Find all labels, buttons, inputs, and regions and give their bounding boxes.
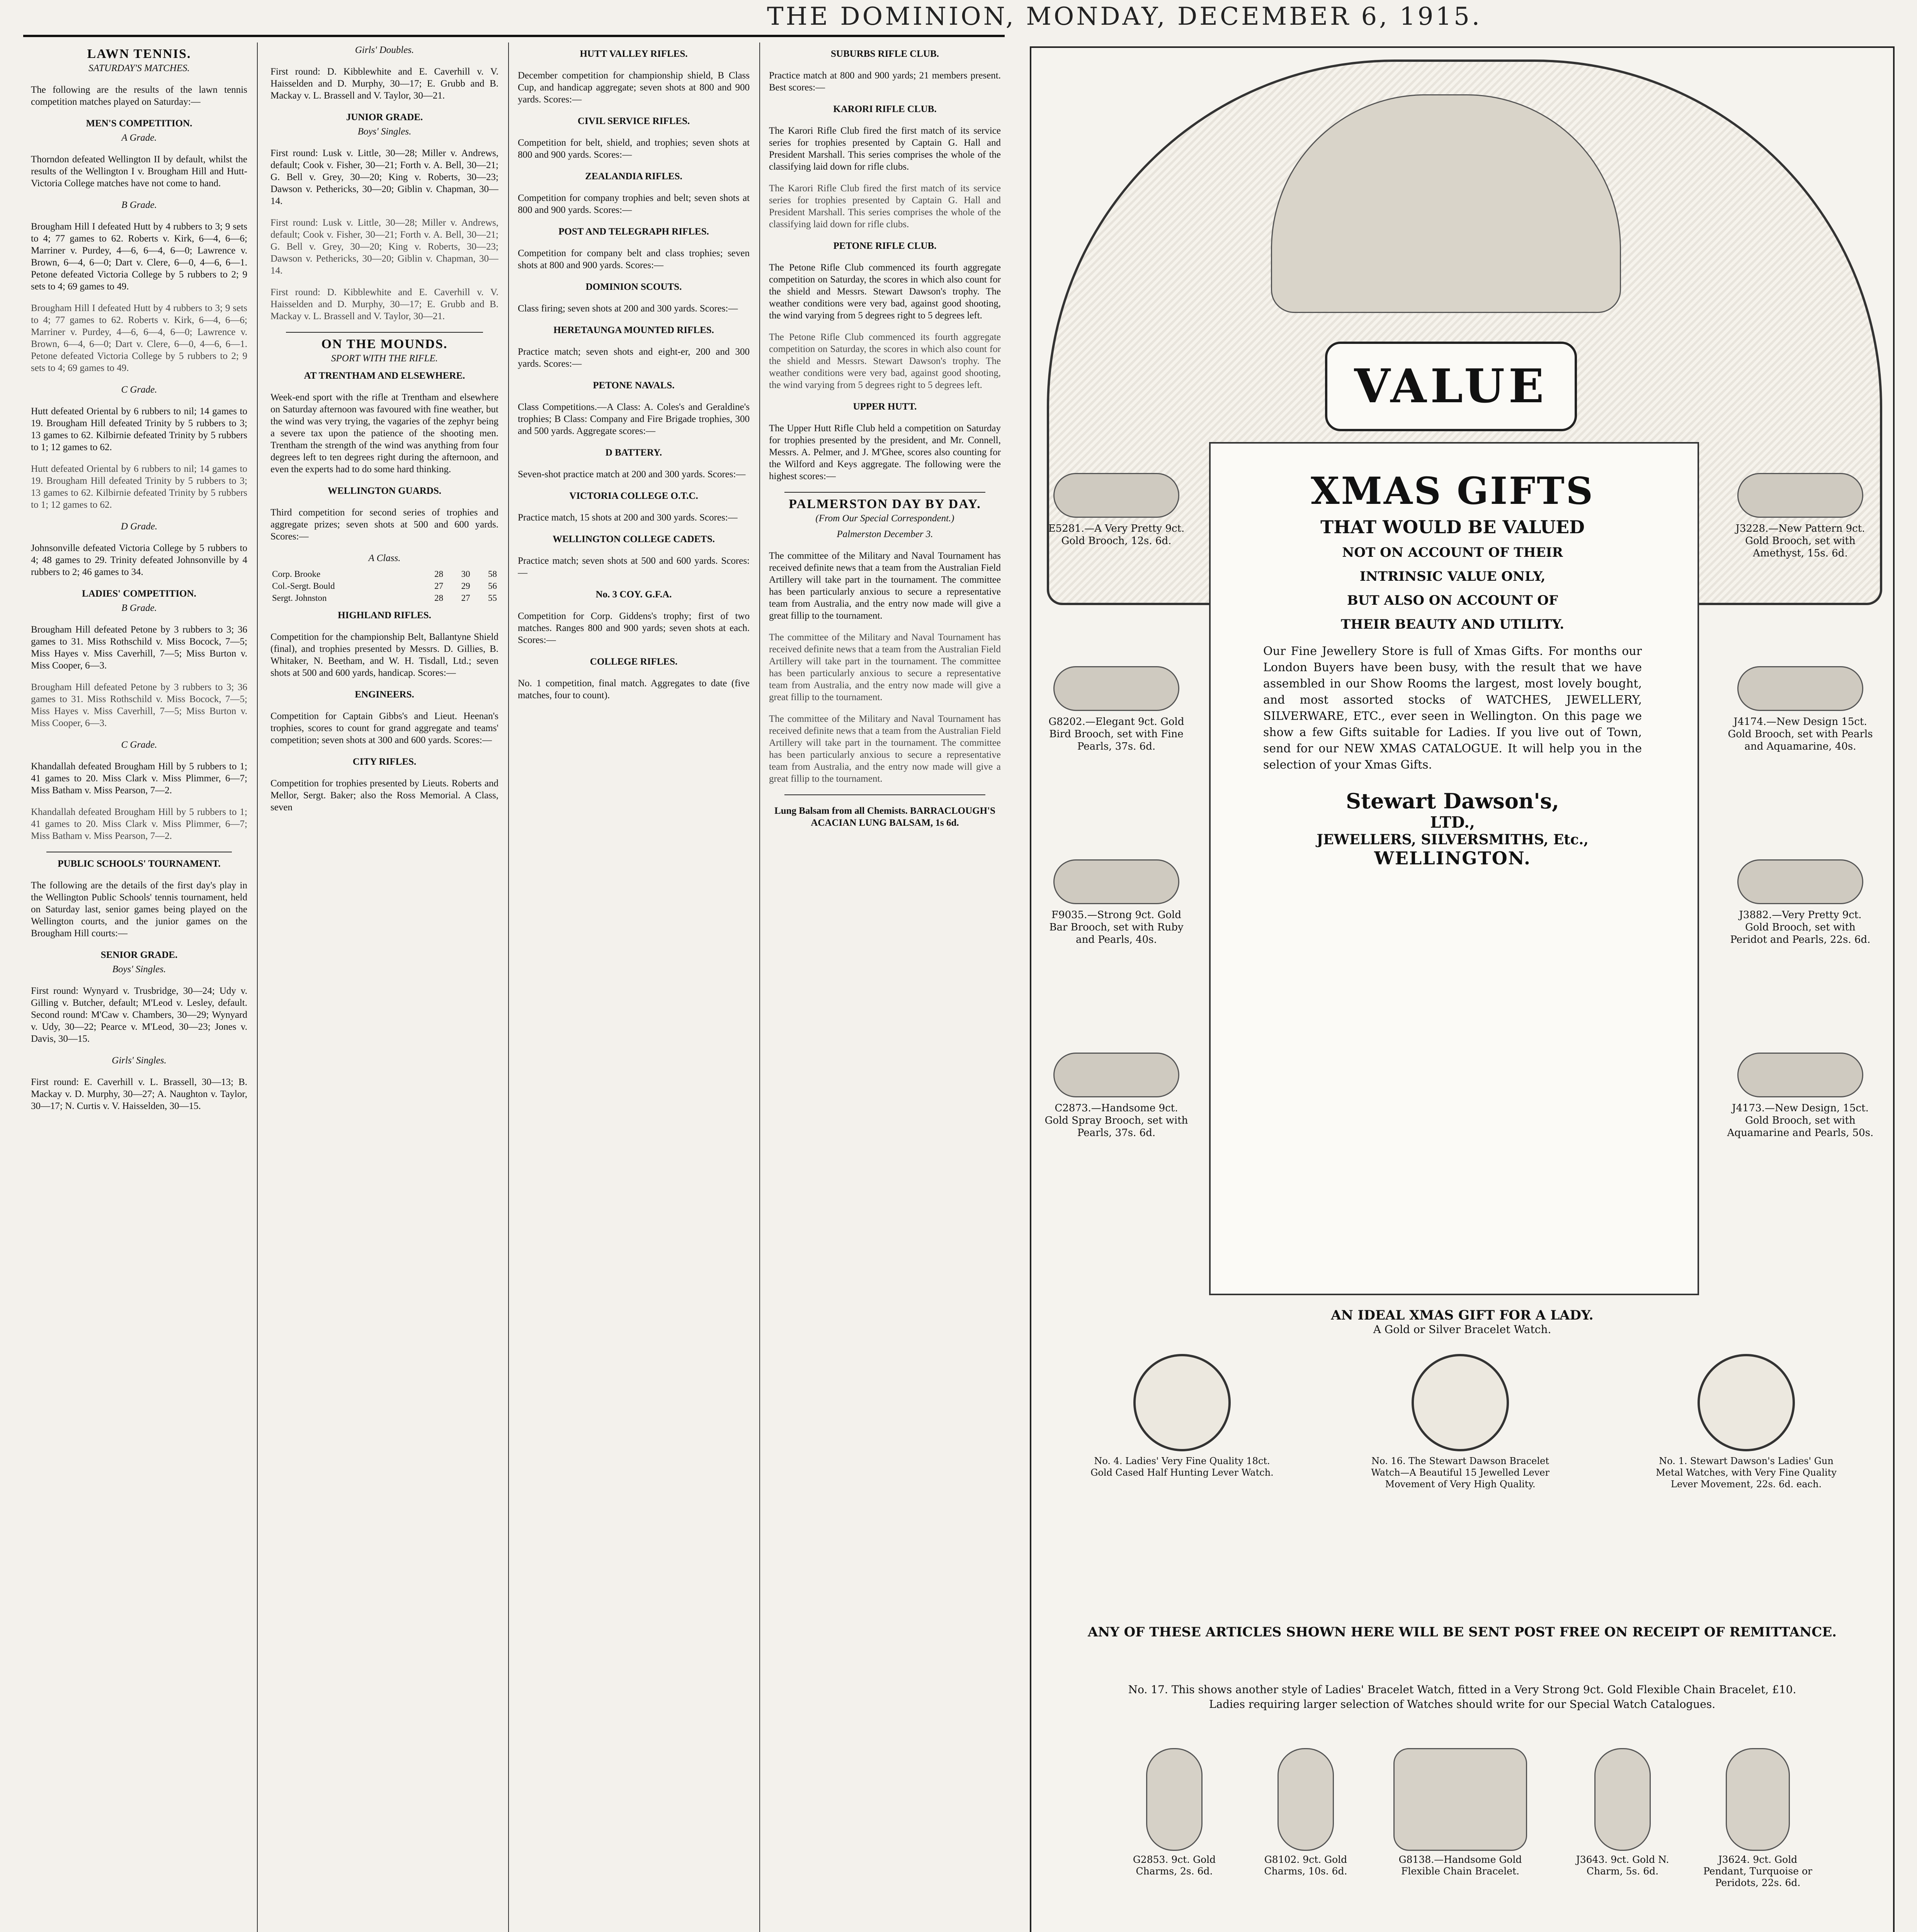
firm-town: WELLINGTON. xyxy=(1374,848,1531,869)
item-caption: J3624. 9ct. Gold Pendant, Turquoise or Peridots, 22s. 6d. xyxy=(1703,1854,1812,1888)
item-caption: G2853. 9ct. Gold Charms, 2s. 6d. xyxy=(1133,1854,1216,1877)
pendant-illustration xyxy=(1726,1748,1790,1851)
brooch-caption: J4173.—New Design, 15ct. Gold Brooch, set with Aquamarine and Pearls, 50s. xyxy=(1727,1102,1874,1139)
ad-body-text: Our Fine Jewellery Store is full of Xmas Gifts. For months our London Buyers have been busy, with the result that we have assembled in our Show Rooms the largest, most lovely bought, and most assorted stocks of WATCHES, JEWELLERY, SILVERWARE, ETC., ever seen in Wellington. On this page we show a few Gifts suitable for Ladies. If you live out of Town, send for our NEW XMAS CATALOGUE. It will help you in the selection of your Xmas Gifts. xyxy=(1263,645,1642,772)
catalogue-note: Ladies requiring larger selection of Watches should write for our Special Watch Catalogues. xyxy=(1209,1698,1716,1711)
scouts-text: Class firing; seven shots at 200 and 300 yards. Scores:— xyxy=(518,303,738,314)
saturday-matches-subheading: SATURDAY'S MATCHES. xyxy=(88,63,190,73)
table-row xyxy=(270,580,498,592)
zealandia-text: Competition for company trophies and belt; seven shots at 800 and 900 yards. Scores:— xyxy=(518,193,750,215)
brooch-illustration xyxy=(1737,859,1863,904)
ladies-b-grade-text: Brougham Hill defeated Petone by 3 rubbers to 3; 36 games to 31. Miss Rothschild v. Miss Bocock, 7—5; Miss Hayes v. Miss Caverhill, 7—5; Miss Burton v. Miss Cooper, 6—3. xyxy=(31,624,247,671)
palmerston-text-cont-2: The committee of the Military and Naval Tournament has received definite news that a team from the Australian Field Artillery will take part in the tournament. The committee has been particularly anxious to secure a representative team from Australia, and the entry now made will give a great fillip to the tournament. xyxy=(769,714,1001,784)
post-free-notice: ANY OF THESE ARTICLES SHOWN HERE WILL BE SENT POST FREE ON RECEIPT OF REMITTANCE. xyxy=(1088,1624,1837,1640)
value-shield: VALUE xyxy=(1325,342,1577,431)
suburbs-text: Practice match at 800 and 900 yards; 21 members present. Best scores:— xyxy=(769,70,1001,93)
schools-text: The following are the details of the first day's play in the Wellington Public Schools' tennis tournament, held on Saturday last, senior games being played on the Wellington courts, and the junior games on the Brougham Hill courts:— xyxy=(31,880,247,939)
watch-caption: No. 4. Ladies' Very Fine Quality 18ct. Gold Cased Half Hunting Lever Watch. xyxy=(1090,1456,1274,1478)
junior-boys-heading: Boys' Singles. xyxy=(357,126,412,137)
junior-text: First round: Lusk v. Little, 30—28; Miller v. Andrews, default; Cook v. Fisher, 30—21; Forth v. A. Bell, 30—21; G. Bell v. Grey, 30—20; King v. Roberts, 30—23; Dawson v. Pethericks, 30—20; Giblin v. Chapman, 30—14. xyxy=(270,148,498,206)
brooch-illustration xyxy=(1053,1053,1179,1097)
palmerston-text: The committee of the Military and Naval Tournament has received definite news that a team from the Australian Field Artillery will take part in the tournament. The committee has been particularly anxious to secure a representative team from Australia, and the entry now made will give a great fillip to the tournament. xyxy=(769,551,1001,621)
lung-balsam-ad: Lung Balsam from all Chemists. BARRACLOUGH'S ACACIAN LUNG BALSAM, 1s 6d. xyxy=(774,806,995,828)
mounds-heading: ON THE MOUNDS. xyxy=(321,337,448,351)
column-rule xyxy=(759,43,760,1932)
junior-text-cont-2: First round: D. Kibblewhite and E. Caverhill v. V. Haisselden and D. Murphy, 30—17; E. Grubb and B. Mackay v. L. Brassell and V. Taylor, 30—21. xyxy=(270,287,498,321)
table-cell: 28 xyxy=(434,593,444,603)
palmerston-dateline: Palmerston December 3. xyxy=(837,529,933,539)
highland-text: Competition for the championship Belt, Ballantyne Shield (final), and trophies presented by Messrs. D. Gillies, B. Whitaker, N. Beetham, and W. H. Tisdall, Ltd.; seven shots at 500 and 600 yards, handicap. Scores:— xyxy=(270,632,498,678)
upper-hutt-text: The Upper Hutt Rifle Club held a competition on Saturday for trophies presented by the president, and Mr. Connell, Messrs. A. Pelmer, and J. M'Ghee, scores also counting for the Wilford and Keys aggregate. The following were the highest scores:— xyxy=(769,423,1001,481)
brooch-illustration xyxy=(1737,1053,1863,1097)
engineers-heading: ENGINEERS. xyxy=(355,689,414,700)
watch-item xyxy=(1360,1354,1561,1490)
brooch-item xyxy=(1043,859,1190,946)
top-rule xyxy=(23,35,1005,37)
jewellery-item xyxy=(1696,1748,1820,1889)
girls-doubles-heading: Girls' Doubles. xyxy=(355,45,414,55)
brooch-caption: E5281.—A Very Pretty 9ct. Gold Brooch, 12s. 6d. xyxy=(1048,523,1185,547)
guards-scores-table xyxy=(270,568,498,604)
petone-text-cont: The Petone Rifle Club commenced its fourth aggregate competition on Saturday, the scores in which also count for the shield and Messrs. Stewart Dawson's trophy. The weather conditions were very bad, against good shooting, the wind varying from 5 degrees right to 5 degrees left. xyxy=(769,332,1001,390)
brooch-caption: J4174.—New Design 15ct. Gold Brooch, set with Pearls and Aquamarine, 40s. xyxy=(1728,716,1873,752)
gfa-heading: No. 3 COY. G.F.A. xyxy=(595,589,672,600)
jewellery-item xyxy=(1116,1748,1232,1877)
jewellery-item xyxy=(1379,1748,1541,1877)
victoria-text: Practice match, 15 shots at 200 and 300 yards. Scores:— xyxy=(518,512,738,523)
battery-text: Seven-shot practice match at 200 and 300 yards. Scores:— xyxy=(518,469,746,480)
bracelet-watch-text: No. 17. This shows another style of Ladies' Bracelet Watch, fitted in a Very Strong 9ct. Gold Flexible Chain Bracelet, £10. xyxy=(1128,1683,1796,1696)
brooch-item xyxy=(1043,666,1190,753)
palmerston-heading: PALMERSTON DAY BY DAY. xyxy=(789,497,981,511)
boys-singles-text: First round: Wynyard v. Trusbridge, 30—24; Udy v. Gilling v. Butcher, default; M'Leod v. Lesley, default. Second round: M'Caw v. Chambers, 30—29; Wynyard v. Udy, 30—22; Pearce v. M'Leod, 30—23; Jones v. Davis, 30—15. xyxy=(31,986,247,1044)
girls-doubles-text: First round: D. Kibblewhite and E. Caverhill v. V. Haisselden and D. Murphy, 30—17; E. Grubb and B. Mackay v. L. Brassell and V. Taylor, 30—21. xyxy=(270,66,498,101)
brooch-illustration xyxy=(1737,666,1863,711)
xmas-gifts-title: XMAS GIFTS xyxy=(1311,469,1594,513)
civil-heading: CIVIL SERVICE RIFLES. xyxy=(577,116,690,126)
ladies-c-grade-heading: C Grade. xyxy=(121,740,157,750)
brooch-item xyxy=(1727,859,1874,946)
bracelet-watch-paragraph xyxy=(1055,1682,1870,1712)
table-cell: 58 xyxy=(488,569,497,579)
navals-text: Class Competitions.—A Class: A. Coles's and Geraldine's trophies; B Class: Company and Fire Brigade trophies, 300 and 500 yards. Aggregate scores:— xyxy=(518,402,750,436)
brooch-item xyxy=(1727,473,1874,560)
xmas-gifts-subtitle: THAT WOULD BE VALUED xyxy=(1320,517,1585,537)
brooch-illustration xyxy=(1053,859,1179,904)
karori-heading: KARORI RIFLE CLUB. xyxy=(833,104,937,114)
tagline-3: BUT ALSO ON ACCOUNT OF xyxy=(1347,593,1558,608)
girls-singles-heading: Girls' Singles. xyxy=(112,1055,167,1066)
table-cell: 28 xyxy=(434,569,444,579)
palmerston-text-cont: The committee of the Military and Naval Tournament has received definite news that a team from the Australian Field Artillery will take part in the tournament. The committee has been particularly anxious to secure a representative team from Australia, and the entry now made will give a great fillip to the tournament. xyxy=(769,632,1001,702)
column-1 xyxy=(31,43,247,1932)
tagline-2: INTRINSIC VALUE ONLY, xyxy=(1359,569,1546,584)
divider xyxy=(784,492,985,493)
ladies-c-grade-text: Khandallah defeated Brougham Hill by 5 rubbers to 1; 41 games to 20. Miss Clark v. Miss Plimmer, 6—7; Miss Batham v. Miss Pearson, 7—2. xyxy=(31,761,247,796)
table-row xyxy=(270,568,498,580)
city-heading: CITY RIFLES. xyxy=(352,757,417,767)
watch-caption: No. 1. Stewart Dawson's Ladies' Gun Metal Watches, with Very Fine Quality Lever Movement, 22s. 6d. each. xyxy=(1656,1456,1837,1490)
charm-illustration xyxy=(1277,1748,1334,1851)
ladies-b-grade-text-cont: Brougham Hill defeated Petone by 3 rubbers to 3; 36 games to 31. Miss Rothschild v. Miss Bocock, 7—5; Miss Hayes v. Miss Caverhill, 7—5; Miss Burton v. Miss Cooper, 6—3. xyxy=(31,682,247,728)
brooch-caption: F9035.—Strong 9ct. Gold Bar Brooch, set with Ruby and Pearls, 40s. xyxy=(1049,909,1184,946)
b-grade-heading: B Grade. xyxy=(121,200,157,210)
trentham-heading: AT TRENTHAM AND ELSEWHERE. xyxy=(304,371,465,381)
brooch-illustration xyxy=(1053,473,1179,518)
firm-trade: JEWELLERS, SILVERSMITHS, Etc., xyxy=(1317,832,1589,848)
suburbs-heading: SUBURBS RIFLE CLUB. xyxy=(831,49,939,59)
mounds-subheading: SPORT WITH THE RIFLE. xyxy=(331,353,438,364)
petone-heading: PETONE RIFLE CLUB. xyxy=(833,241,937,251)
bracelet-illustration xyxy=(1393,1748,1527,1851)
brooch-item xyxy=(1727,1053,1874,1139)
watch-section-heading xyxy=(1055,1308,1870,1336)
karori-text: The Karori Rifle Club fired the first match of its service series for trophies presented by Captain G. Hall and President Marshall. This series comprises the whole of the classifying laid down for rifle clubs. xyxy=(769,126,1001,172)
boys-singles-heading: Boys' Singles. xyxy=(112,964,166,975)
table-cell: 56 xyxy=(488,581,497,591)
brooch-item xyxy=(1727,666,1874,753)
post-heading: POST AND TELEGRAPH RIFLES. xyxy=(558,226,709,237)
cadets-heading: WELLINGTON COLLEGE CADETS. xyxy=(553,534,715,544)
column-2 xyxy=(270,43,498,1932)
ladies-b-grade-heading: B Grade. xyxy=(121,603,157,613)
mens-competition-heading: MEN'S COMPETITION. xyxy=(86,118,192,129)
victoria-heading: VICTORIA COLLEGE O.T.C. xyxy=(569,491,698,501)
table-cell: 55 xyxy=(488,593,497,603)
column-rule xyxy=(257,43,258,1932)
brooch-caption: J3882.—Very Pretty 9ct. Gold Brooch, set with Peridot and Pearls, 22s. 6d. xyxy=(1730,909,1871,946)
watch-item xyxy=(1085,1354,1279,1478)
brooch-caption: J3228.—New Pattern 9ct. Gold Brooch, set with Amethyst, 15s. 6d. xyxy=(1735,523,1865,559)
a-grade-text: Thorndon defeated Wellington II by default, whilst the results of the Wellington I v. Brougham Hill and Hutt-Victoria College matches have not come to hand. xyxy=(31,154,247,189)
table-cell: Corp. Brooke xyxy=(272,569,321,579)
table-cell: 30 xyxy=(461,569,470,579)
table-cell: 29 xyxy=(461,581,470,591)
watch-subheading: A Gold or Silver Bracelet Watch. xyxy=(1373,1323,1551,1336)
brooch-illustration xyxy=(1053,666,1179,711)
highland-heading: HIGHLAND RIFLES. xyxy=(338,610,431,621)
jewellery-item xyxy=(1565,1748,1681,1877)
a-class-heading: A Class. xyxy=(368,553,401,563)
gfa-text: Competition for Corp. Giddens's trophy; first of two matches. Ranges 800 and 900 yards; seven shots at each. Scores:— xyxy=(518,611,750,645)
divider xyxy=(286,332,483,333)
zealandia-heading: ZEALANDIA RIFLES. xyxy=(585,171,682,182)
college-text: No. 1 competition, final match. Aggregates to date (five matches, four to count). xyxy=(518,678,750,701)
c-grade-text: Hutt defeated Oriental by 6 rubbers to nil; 14 games to 19. Brougham Hill defeated Trinity by 5 rubbers to 3; 13 games to 62. Kilbirnie defeated Trinity by 5 rubbers to 1; 12 games to 62. xyxy=(31,406,247,452)
item-caption: G8102. 9ct. Gold Charms, 10s. 6d. xyxy=(1264,1854,1347,1877)
masthead: THE DOMINION, MONDAY, DECEMBER 6, 1915. xyxy=(767,2,1482,31)
upper-hutt-heading: UPPER HUTT. xyxy=(853,401,917,412)
watch-caption: No. 16. The Stewart Dawson Bracelet Watch—A Beautiful 15 Jewelled Lever Movement of Very High Quality. xyxy=(1371,1456,1550,1490)
column-3 xyxy=(518,43,750,1932)
item-caption: J3643. 9ct. Gold N. Charm, 5s. 6d. xyxy=(1576,1854,1669,1877)
firm-ltd: LTD., xyxy=(1430,813,1475,832)
engineers-text: Competition for Captain Gibbs's and Lieut. Heenan's trophies, scores to count for grand aggregate and teams' competition; seven shots at 300 and 600 yards. Scores:— xyxy=(270,711,498,745)
firm-name: Stewart Dawson's, xyxy=(1346,789,1559,813)
c-grade-heading: C Grade. xyxy=(121,384,157,395)
table-cell: 27 xyxy=(434,581,444,591)
brooch-caption: C2873.—Handsome 9ct. Gold Spray Brooch, set with Pearls, 37s. 6d. xyxy=(1044,1102,1188,1139)
tagline-4: THEIR BEAUTY AND UTILITY. xyxy=(1341,617,1564,632)
trentham-text: Week-end sport with the rifle at Trentham and elsewhere on Saturday afternoon was favoured with fine weather, but the wind was very trying, the vagaries of the zephyr being a severe tax upon the patience of the shooting men. Trentham the strength of the wind was anything from four degrees left to ten degrees right during the afternoon, and even the experts had to do some hard thinking. xyxy=(270,392,498,474)
petone-text: The Petone Rifle Club commenced its fourth aggregate competition on Saturday, the scores in which also count for the shield and Messrs. Stewart Dawson's trophy. The weather conditions were very bad, against good shooting, the wind varying from 5 degrees right to 5 degrees left. xyxy=(769,262,1001,321)
watch-illustration xyxy=(1412,1354,1509,1451)
brooch-item xyxy=(1043,473,1190,547)
charm-illustration xyxy=(1594,1748,1651,1851)
d-grade-text: Johnsonville defeated Victoria College by 5 rubbers to 4; 48 games to 29. Trinity defeated Johnsonville by 4 rubbers to 2; 46 games to 34. xyxy=(31,543,247,577)
brooch-illustration xyxy=(1737,473,1863,518)
b-grade-text-cont: Brougham Hill I defeated Hutt by 4 rubbers to 3; 9 sets to 4; 77 games to 62. Roberts v. Kirk, 6—4, 6—6; Marriner v. Purdey, 4—6, 6—4, 6—0; Lawrence v. Brown, 6—4, 6—0; Dart v. Clere, 6—0, 4—6, 6—1. Petone defeated Victoria College by 5 rubbers to 2; 9 sets to 4; 69 games to 49. xyxy=(31,303,247,373)
table-cell: Col.-Sergt. Bould xyxy=(272,581,335,591)
palmerston-subheading: (From Our Special Correspondent.) xyxy=(815,513,954,524)
junior-grade-heading: JUNIOR GRADE. xyxy=(346,112,423,122)
karori-text-cont: The Karori Rifle Club fired the first match of its service series for trophies presented by Captain G. Hall and President Marshall. This series comprises the whole of the classifying laid down for rifle clubs. xyxy=(769,183,1001,230)
girls-singles-text: First round: E. Caverhill v. L. Brassell, 30—13; B. Mackay v. D. Murphy, 30—27; A. Naughton v. Taylor, 30—17; N. Curtis v. V. Haisselden, 30—15. xyxy=(31,1077,247,1111)
table-cell: Sergt. Johnston xyxy=(272,593,327,603)
xmas-gifts-copy xyxy=(1248,469,1657,869)
stewart-dawson-advertisement xyxy=(1030,46,1895,1932)
ladies-competition-heading: LADIES' COMPETITION. xyxy=(82,588,196,599)
c-grade-text-cont: Hutt defeated Oriental by 6 rubbers to nil; 14 games to 19. Brougham Hill defeated Trinity by 5 rubbers to 3; 13 games to 62. Kilbirnie defeated Trinity by 5 rubbers to 1; 12 games to 62. xyxy=(31,464,247,510)
a-grade-heading: A Grade. xyxy=(121,133,157,143)
heretaunga-heading: HERETAUNGA MOUNTED RIFLES. xyxy=(553,325,714,335)
intro-text: The following are the results of the lawn tennis competition matches played on Saturday:— xyxy=(31,85,247,107)
hutt-text: December competition for championship shield, B Class Cup, and handicap aggregate; seven shots at 800 and 900 yards. Scores:— xyxy=(518,70,750,105)
table-row xyxy=(270,592,498,604)
d-grade-heading: D Grade. xyxy=(121,521,158,532)
lawn-tennis-heading: LAWN TENNIS. xyxy=(87,47,191,61)
city-text: Competition for trophies presented by Lieuts. Roberts and Mellor, Sergt. Baker; also the Ross Memorial. A Class, seven xyxy=(270,778,498,813)
schools-heading: PUBLIC SCHOOLS' TOURNAMENT. xyxy=(58,859,221,869)
senior-grade-heading: SENIOR GRADE. xyxy=(100,950,178,960)
ladies-c-grade-text-cont: Khandallah defeated Brougham Hill by 5 rubbers to 1; 41 games to 20. Miss Clark v. Miss Plimmer, 6—7; Miss Batham v. Miss Pearson, 7—2. xyxy=(31,807,247,841)
column-4 xyxy=(769,43,1001,1932)
college-heading: COLLEGE RIFLES. xyxy=(590,656,678,667)
watch-illustration xyxy=(1698,1354,1795,1451)
junior-text-cont: First round: Lusk v. Little, 30—28; Miller v. Andrews, default; Cook v. Fisher, 30—21; Forth v. A. Bell, 30—21; G. Bell v. Grey, 30—20; King v. Roberts, 30—23; Dawson v. Pethericks, 30—20; Giblin v. Chapman, 30—14. xyxy=(270,218,498,276)
brooch-item xyxy=(1043,1053,1190,1139)
watch-illustration xyxy=(1133,1354,1231,1451)
scouts-heading: DOMINION SCOUTS. xyxy=(585,282,682,292)
divider xyxy=(784,794,985,795)
item-caption: G8138.—Handsome Gold Flexible Chain Bracelet. xyxy=(1398,1854,1522,1877)
cadets-text: Practice match; seven shots at 500 and 600 yards. Scores:— xyxy=(518,556,750,578)
watch-item xyxy=(1650,1354,1843,1490)
guards-text: Third competition for second series of trophies and aggregate prizes; seven shots at 500 and 600 yards. Scores:— xyxy=(270,507,498,542)
guards-heading: WELLINGTON GUARDS. xyxy=(327,486,442,496)
charm-illustration xyxy=(1146,1748,1203,1851)
b-grade-text: Brougham Hill I defeated Hutt by 4 rubbers to 3; 9 sets to 4; 77 games to 62. Roberts v. Kirk, 6—4, 6—6; Marriner v. Purdey, 4—6, 6—4, 6—0; Lawrence v. Brown, 6—4, 6—0; Dart v. Clere, 6—0, 4—6, 6—1. Petone defeated Victoria College by 5 rubbers to 2; 9 sets to 4; 69 games to 49. xyxy=(31,221,247,292)
navals-heading: PETONE NAVALS. xyxy=(593,380,675,391)
brooch-caption: G8202.—Elegant 9ct. Gold Bird Brooch, set with Fine Pearls, 37s. 6d. xyxy=(1048,716,1184,752)
jewellery-item xyxy=(1248,1748,1364,1877)
hutt-heading: HUTT VALLEY RIFLES. xyxy=(580,49,688,59)
heretaunga-text: Practice match; seven shots and eight-er, 200 and 300 yards. Scores:— xyxy=(518,347,750,369)
civil-text: Competition for belt, shield, and trophies; seven shots at 800 and 900 yards. Scores:— xyxy=(518,138,750,160)
watch-heading: AN IDEAL XMAS GIFT FOR A LADY. xyxy=(1331,1308,1594,1323)
column-rule xyxy=(508,43,509,1932)
battery-heading: D BATTERY. xyxy=(605,447,662,458)
post-text: Competition for company belt and class trophies; seven shots at 800 and 900 yards. Scores:— xyxy=(518,248,750,270)
table-cell: 27 xyxy=(461,593,470,603)
tagline-1: NOT ON ACCOUNT OF THEIR xyxy=(1342,545,1563,560)
